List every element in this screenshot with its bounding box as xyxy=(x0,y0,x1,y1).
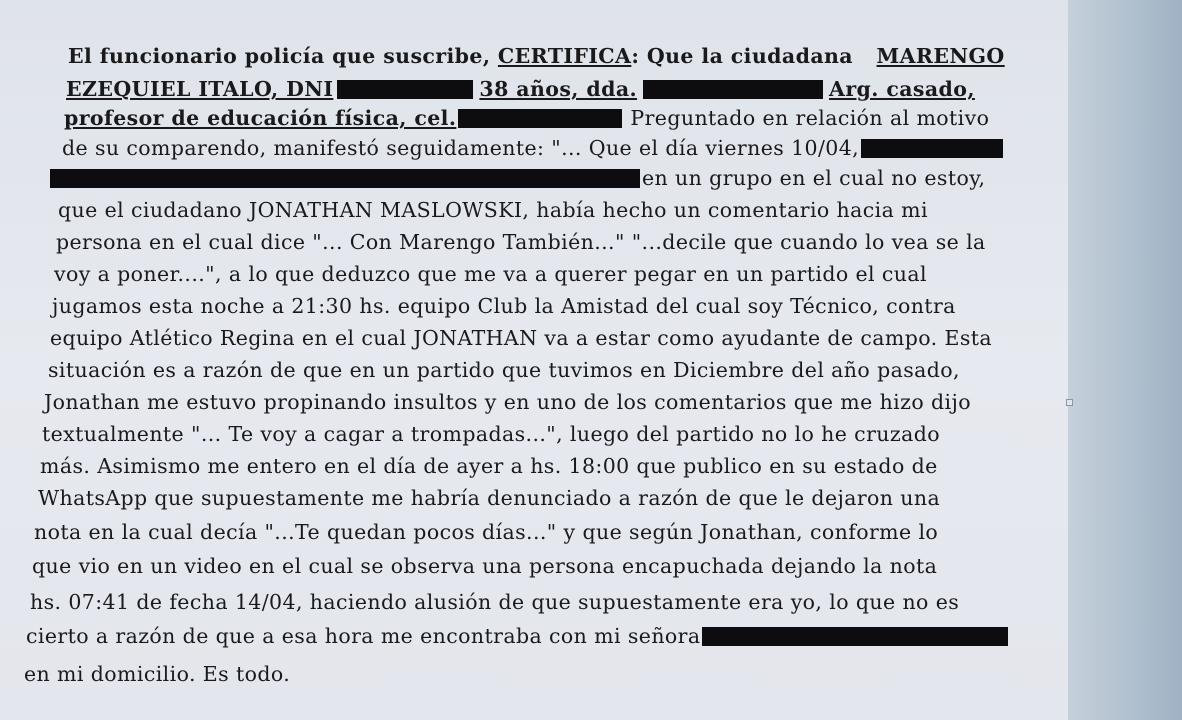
text-line-9: jugamos esta noche a 21:30 hs. equipo Club la Amistad del cual soy Técnico, contra xyxy=(52,294,956,318)
monitor-edge xyxy=(1068,0,1182,720)
redaction-block xyxy=(702,627,1008,646)
text-line-12: Jonathan me estuvo propinando insultos y en uno de los comentarios que me hizo dijo xyxy=(44,390,971,414)
text-line-15: WhatsApp que supuestamente me habría denunciado a razón de que le dejaron una xyxy=(38,486,941,510)
text-line-11: situación es a razón de que en un partido que tuvimos en Diciembre del año pasado, xyxy=(48,358,960,382)
redaction-block xyxy=(50,169,640,188)
screen-marker xyxy=(1066,399,1073,406)
text-line-17: que vio en un video en el cual se observa una persona encapuchada dejando la nota xyxy=(32,554,938,578)
text-line-16: nota en la cual decía "...Te quedan pocos días..." y que según Jonathan, conforme lo xyxy=(34,520,939,544)
text-line-13: textualmente "... Te voy a cagar a trompadas...", luego del partido no lo he cruzado xyxy=(42,422,940,446)
text-line-20: en mi domicilio. Es todo. xyxy=(24,662,291,686)
text-line-5: en un grupo en el cual no estoy, xyxy=(50,166,985,190)
text-line-14: más. Asimismo me entero en el día de ayer a hs. 18:00 que publico en su estado de xyxy=(40,454,938,478)
text-line-7: persona en el cual dice "... Con Marengo También..." "...decile que cuando lo vea se la xyxy=(56,230,986,254)
text-line-1: El funcionario policía que suscribe, CERTIFICA: Que la ciudadana MARENGO xyxy=(68,44,1005,68)
text-line-6: que el ciudadano JONATHAN MASLOWSKI, había hecho un comentario hacia mi xyxy=(58,198,928,222)
redaction-block xyxy=(458,109,622,128)
text-line-8: voy a poner....", a lo que deduzco que me va a querer pegar en un partido el cual xyxy=(54,262,927,286)
redaction-block xyxy=(643,80,823,99)
text-line-19: cierto a razón de que a esa hora me encontraba con mi señora xyxy=(26,624,1008,648)
redaction-block xyxy=(861,139,1003,158)
redaction-block xyxy=(337,80,473,99)
text-line-4: de su comparendo, manifestó seguidamente: "... Que el día viernes 10/04, xyxy=(62,136,1003,160)
text-line-3: profesor de educación física, cel. Preguntado en relación al motivo xyxy=(64,106,990,130)
text-line-2: EZEQUIEL ITALO, DNI 38 años, dda. Arg. casado, xyxy=(66,77,975,101)
text-line-10: equipo Atlético Regina en el cual JONATHAN va a estar como ayudante de campo. Esta xyxy=(50,326,993,350)
text-line-18: hs. 07:41 de fecha 14/04, haciendo alusión de que supuestamente era yo, lo que no es xyxy=(30,590,960,614)
